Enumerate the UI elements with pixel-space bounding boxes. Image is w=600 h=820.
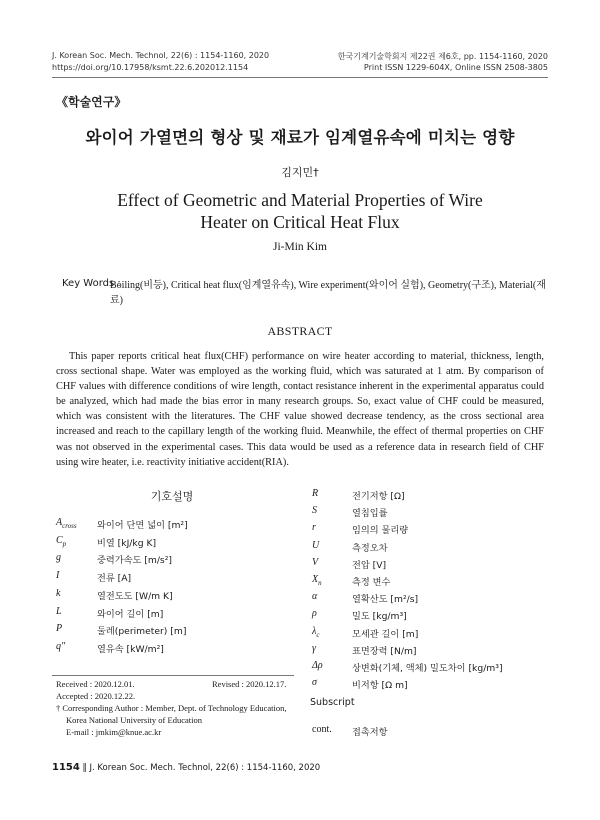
abstract-heading: ABSTRACT <box>267 324 333 338</box>
author-korean: 김지민† <box>281 166 319 179</box>
title-korean: 와이어 가열면의 형상 및 재료가 임계열유속에 미치는 영향 <box>85 128 515 147</box>
nomenclature-symbol: r <box>312 522 316 534</box>
nomenclature-description: 측정 변수 <box>352 577 391 588</box>
nomenclature-description: 밀도 [kg/m³] <box>352 611 407 623</box>
nomenclature-subscript: cross <box>62 522 77 530</box>
nomenclature-symbol: P <box>56 623 63 635</box>
issn-info: Print ISSN 1229-604X, Online ISSN 2508-3805 <box>363 63 548 72</box>
nomenclature-description: 중력가속도 [m/s²] <box>97 555 172 567</box>
corresponding-author: † Corresponding Author : Member, Dept. of Technology Education, <box>56 703 287 713</box>
nomenclature-left-row <box>56 517 188 531</box>
nomenclature-symbol: L <box>56 605 62 617</box>
nomenclature-description: 측정오차 <box>352 542 388 554</box>
footer-citation: ‖ J. Korean Soc. Mech. Technol, 22(6) : 1154-1160, 2020 <box>82 763 321 773</box>
nomenclature-right-row <box>312 556 387 571</box>
page-number: 1154 <box>52 762 80 773</box>
nomenclature-symbol: X <box>312 574 319 585</box>
nomenclature-description: 임의의 물리량 <box>352 525 409 537</box>
revised-date: Revised : 2020.12.17. <box>212 679 287 689</box>
nomenclature-symbol: C <box>56 534 63 546</box>
nomenclature-description: 전류 [A] <box>97 573 132 585</box>
keywords-label: Key Words : <box>62 278 121 289</box>
doi-link[interactable]: https://doi.org/10.17958/ksmt.22.6.202012.1154 <box>52 63 249 72</box>
nomenclature-left-row <box>56 534 157 549</box>
nomenclature-right-row <box>312 505 388 520</box>
nomenclature-right-row <box>312 522 409 537</box>
nomenclature-heading: 기호설명 <box>150 490 194 503</box>
nomenclature-subscript: c <box>316 630 320 639</box>
nomenclature-description: 비열 [kJ/kg K] <box>97 537 157 549</box>
nomenclature-symbol: ρ <box>312 608 317 620</box>
nomenclature-symbol: V <box>312 556 319 568</box>
nomenclature-symbol: I <box>56 570 60 582</box>
nomenclature-description: 표면장력 [N/m] <box>352 645 417 657</box>
nomenclature-symbol: q″ <box>56 640 66 652</box>
nomenclature-symbol: S <box>312 505 317 517</box>
nomenclature-right-row <box>312 660 503 674</box>
nomenclature-subscript: p <box>62 539 67 548</box>
nomenclature-left-row <box>56 640 164 655</box>
nomenclature-right-row <box>312 608 407 623</box>
subscript-description: 접촉저항 <box>352 727 388 738</box>
nomenclature-symbol: A <box>56 517 63 528</box>
header-divider <box>52 77 548 78</box>
nomenclature-description: 비저항 [Ω m] <box>352 680 408 692</box>
nomenclature-right-row <box>312 574 391 588</box>
subscript-symbol: cont. <box>312 724 332 735</box>
nomenclature-symbol: σ <box>312 677 317 689</box>
nomenclature-symbol: U <box>312 539 320 551</box>
title-english <box>60 189 540 233</box>
received-divider <box>52 675 294 676</box>
received-date: Received : 2020.12.01. <box>56 679 135 689</box>
nomenclature-symbol: γ <box>312 642 316 654</box>
journal-citation-ko: 한국기계기술학회지 제22권 제6호, pp. 1154-1160, 2020 <box>337 52 548 61</box>
nomenclature-symbol: α <box>312 591 318 603</box>
nomenclature-description: 와이어 길이 [m] <box>97 608 164 620</box>
nomenclature-right-row <box>312 591 419 606</box>
accepted-date: Accepted : 2020.12.22. <box>56 691 136 701</box>
title-english-line2: Heater on Critical Heat Flux <box>200 212 400 232</box>
nomenclature-symbol: Δρ <box>312 660 323 671</box>
corresponding-email[interactable]: E-mail : jmkim@knue.ac.kr <box>66 727 162 737</box>
nomenclature-description: 둘레(perimeter) [m] <box>97 626 187 638</box>
page-footer <box>52 762 320 773</box>
nomenclature-description: 전기저항 [Ω] <box>352 491 405 502</box>
nomenclature-description: 열침입률 <box>352 508 388 520</box>
nomenclature-symbol: k <box>56 587 61 599</box>
corresponding-affiliation: Korea National University of Education <box>66 715 202 725</box>
nomenclature-right-row <box>312 488 405 502</box>
nomenclature-description: 와이어 단면 넓이 [m²] <box>97 520 188 531</box>
nomenclature-subscript: n <box>318 579 322 587</box>
nomenclature-description: 열확산도 [m²/s] <box>352 594 419 606</box>
nomenclature-description: 상변화(기체, 액체) 밀도차이 [kg/m³] <box>352 663 503 674</box>
nomenclature-description: 모세관 길이 [m] <box>352 628 419 640</box>
title-english-line1: Effect of Geometric and Material Properties of Wire <box>117 190 483 210</box>
nomenclature-right-row <box>312 539 388 554</box>
article-category: 《학술연구》 <box>56 95 127 109</box>
nomenclature-left-row <box>56 623 187 638</box>
journal-citation: J. Korean Soc. Mech. Technol, 22(6) : 1154-1160, 2020 <box>52 51 270 60</box>
keywords-text: Boiling(비등), Critical heat flux(임계열유속), Wire experiment(와이어 실험), Geometry(구조), Material(재료) <box>110 280 546 306</box>
abstract-body: This paper reports critical heat flux(CHF) performance on wire heater according to material, thickness, length, cross sectional shape. Water was employed as the working fluid, which was saturated at 1 atm. By comparison of CHF values with difference conditions of wire length, contact resistance inherent in the experimental apparatus could be analyzed, which had made the bias error in many research groups. So, exact value of CHF could be measured, which was consistent with the literatures. The CHF value showed decrease tendency, as the cross sectional area increased and reach to the capillary length of the working fluid. Meanwhile, the effect of thermal properties on CHF was not observed in the experimental cases. This data would be used as a reference data in research field of CHF using wire heater, i.e. reactivity initiative accident(RIA). <box>56 351 544 468</box>
nomenclature-symbol: g <box>56 552 61 564</box>
nomenclature-description: 열전도도 [W/m K] <box>97 590 173 602</box>
nomenclature-left-row <box>56 587 173 602</box>
author-english: Ji-Min Kim <box>273 241 327 253</box>
nomenclature-symbol: λ <box>312 625 317 637</box>
nomenclature-left-row <box>56 605 164 620</box>
nomenclature-left-row <box>56 570 132 585</box>
nomenclature-description: 열유속 [kW/m²] <box>97 643 164 655</box>
nomenclature-right-row <box>312 677 408 692</box>
nomenclature-description: 전압 [V] <box>352 559 387 571</box>
nomenclature-left-row <box>56 552 172 567</box>
nomenclature-symbol: R <box>312 488 319 499</box>
subscript-heading: Subscript <box>310 697 355 708</box>
nomenclature-right-row <box>312 642 417 657</box>
nomenclature-right-row <box>312 625 419 640</box>
